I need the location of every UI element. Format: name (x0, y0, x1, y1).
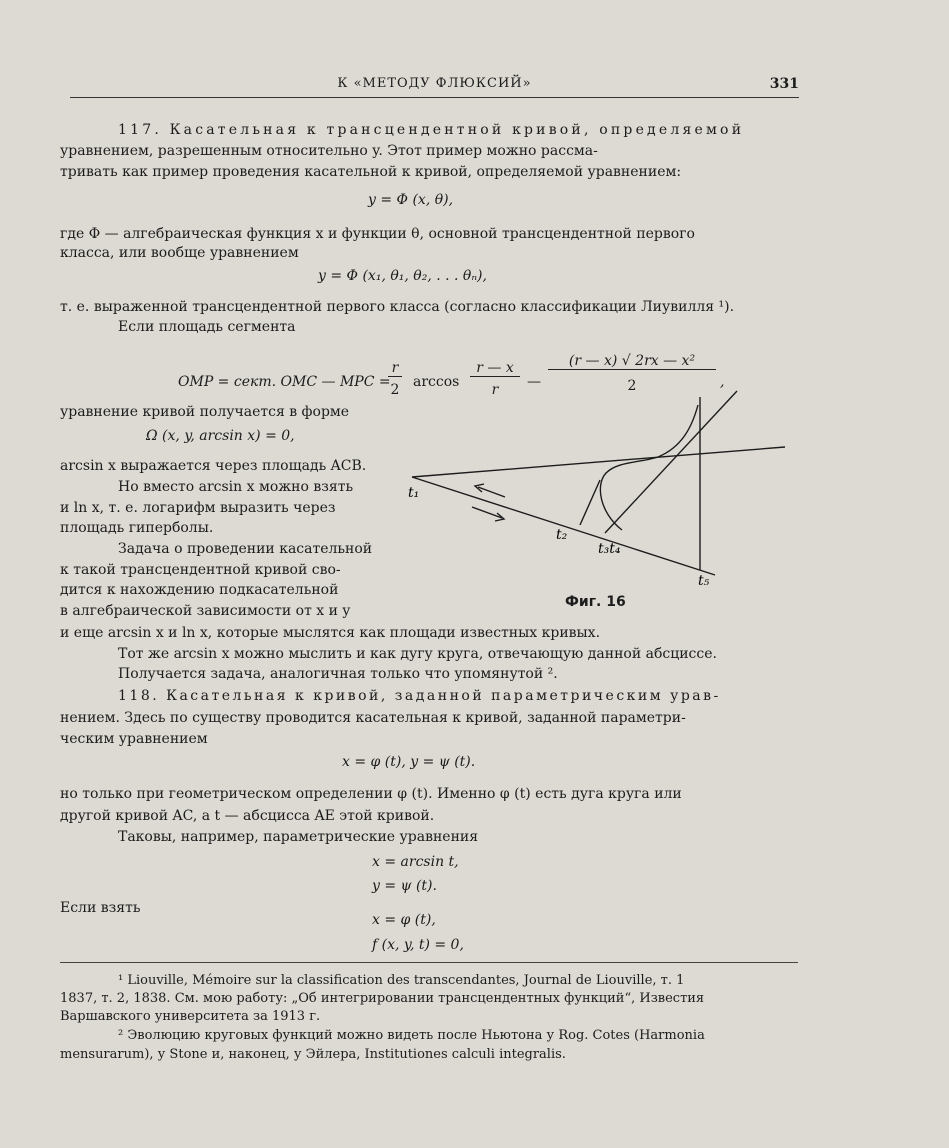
figure-16 (400, 385, 800, 595)
footnote-rule (60, 962, 798, 963)
text-line-12: площадь гиперболы. (60, 520, 214, 536)
text-line-9: arcsin x выражается через площадь ACB. (60, 458, 367, 474)
equation-3-left: OMP = сект. OMC — MPC = (178, 374, 391, 390)
eq3-frac1-num: r (388, 360, 402, 377)
equation-6: x = arcsin t, (372, 854, 459, 870)
fig-line-upper (412, 447, 785, 477)
footnote-2-line-1: ² Эволюцию круговых функций можно видеть после Ньютона у Rog. Cotes (Harmonia (118, 1028, 705, 1043)
paragraph-117-line-2: уравнением, разрешенным относительно y. Этот пример можно рассма- (60, 143, 598, 159)
footnote-2-line-2: mensurarum), у Stone и, наконец, у Эйлера, Institutiones calculi integralis. (60, 1047, 566, 1062)
figure-caption: Фиг. 16 (565, 594, 626, 610)
equation-8: x = φ (t), (372, 912, 436, 928)
fig-curve (600, 405, 698, 530)
text-line-19: Получается задача, аналогичная только что упомянутой ². (118, 666, 558, 682)
text-line-17: и еще arcsin x и ln x, которые мыслятся как площади известных кривых. (60, 625, 601, 641)
equation-5: x = φ (t), y = ψ (t). (342, 754, 476, 770)
eq3-frac2-den: r (491, 382, 499, 398)
text-line-16: в алгебраической зависимости от x и y (60, 603, 351, 619)
equation-2: y = Φ (x₁, θ₁, θ₂, . . . θₙ), (318, 268, 487, 284)
running-title: К «МЕТОДУ ФЛЮКСИЙ» (337, 76, 532, 91)
paragraph-117-line-3: тривать как пример проведения касательной к кривой, определяемой уравнением: (60, 164, 682, 180)
eq3-frac3-num: (r — x) √ 2rx — x² (548, 353, 716, 370)
text-line-8: уравнение кривой получается в форме (60, 404, 350, 420)
fig-label-t2: t₂ (556, 527, 568, 543)
eq3-arccos: arccos (413, 374, 460, 390)
footnote-1-line-1: ¹ Liouville, Mémoire sur la classification des transcendantes, Journal de Liouville, т. 1 (118, 973, 685, 988)
text-line-18: Тот же arcsin x можно мыслить и как дугу круга, отвечающую данной абсциссе. (118, 646, 717, 662)
paragraph-118-line-3: ческим уравнением (60, 731, 208, 747)
text-line-7: Если площадь сегмента (118, 319, 296, 335)
fig-label-t5: t₅ (698, 573, 710, 589)
page-number: 331 (769, 76, 799, 92)
text-line-4: где Φ — алгебраическая функция x и функции θ, основной трансцендентной первого (60, 226, 695, 242)
fig-arrow-left-shaft (478, 487, 505, 497)
paragraph-117-line-1: 117. Касательная к трансцендентной кривой, определяемой (118, 122, 745, 138)
eq3-frac3-den: 2 (627, 378, 637, 394)
fig-tangent-steep (605, 391, 737, 533)
fig-label-t3t4: t₃t₄ (598, 541, 621, 557)
eq3-frac1-den: 2 (390, 382, 400, 398)
equation-7: y = ψ (t). (372, 878, 437, 894)
text-line-20: но только при геометрическом определении φ (t). Именно φ (t) есть дуга круга или (60, 786, 682, 802)
text-line-23: Если взять (60, 900, 141, 916)
footnote-1-line-3: Варшавского университета за 1913 г. (60, 1009, 321, 1024)
text-line-10: Но вместо arcsin x можно взять (118, 479, 354, 495)
paragraph-118-line-1: 118. Касательная к кривой, заданной параметрическим урав- (118, 688, 721, 704)
text-line-13: Задача о проведении касательной (118, 541, 373, 557)
text-line-22: Таковы, например, параметрические уравнения (118, 829, 479, 845)
fig-arrow-right-shaft (472, 507, 502, 518)
fig-label-t1: t₁ (408, 485, 420, 501)
equation-9: f (x, y, t) = 0, (372, 937, 464, 953)
header-rule (70, 97, 799, 98)
text-line-15: дится к нахождению подкасательной (60, 582, 339, 598)
equation-4: Ω (x, y, arcsin x) = 0, (146, 428, 295, 444)
fig-line-lower (412, 477, 715, 575)
book-page: К «МЕТОДУ ФЛЮКСИЙ» 331 117. Касательная к трансцендентной кривой, определяемой уравнением, разрешенным относительно y. Этот пример можно рассма- тривать как пример проведения касательной к кривой, определяемой уравнением: y = Φ (x, θ), где Φ — алгебраическая функция x и функции θ, основной трансцендентной первого класса, или вообще уравнением y = Φ (x₁, θ₁, θ₂, . . . θₙ), т. е. выраженной трансцендентной первого класса (согласно классификации Лиувилля ¹). Если площадь сегмента OMP = сект. OMC — MPC = r 2 arccos r — x r — (r — x) √ 2rx — x² 2 , уравнение кривой получается в форме Ω (x, y, arcsin x) = 0, arcsin x выражается через площадь ACB. Но вместо arcsin x можно взять и ln x, т. е. логарифм выразить через площадь гиперболы. Задача о проведении касательной к такой трансцендентной кривой сво- дится к нахождению подкасательной в алгебраической зависимости от x и y и еще arcsin x и ln x, которые мыслятся как площади известных кривых. Тот же arcsin x можно мыслить и как дугу круга, отвечающую данной абсциссе. Получается задача, аналогичная только что упомянутой ². 118. Касательная к кривой, заданной параметрическим урав- нением. Здесь по существу проводится касательная к кривой, заданной параметри- ческим уравнением x = φ (t), y = ψ (t). но только при геометрическом определении φ (t). Именно φ (t) есть дуга круга или другой кривой AC, а t — абсцисса AE этой кривой. Таковы, например, параметрические уравнения x = arcsin t, y = ψ (t). Если взять x = φ (t), f (x, y, t) = 0, t₁ t₂ t₃t₄ t₅ Фиг. 16 ¹ Liouville, Mémoire sur la classification des transcendantes, Journal de Liouville, т. 1 1837, т. 2, 1838. См. мою работу: „Об интегрировании трансцендентных функций“, Известия Варшавского университета за 1913 г. ² Эволюцию круговых функций можно видеть после Ньютона у Rog. Cotes (Harmonia mensurarum), у Stone и, наконец, у Эйлера, Institutiones calculi integralis. (0, 0, 949, 1148)
footnote-1-line-2: 1837, т. 2, 1838. См. мою работу: „Об интегрировании трансцендентных функций“, Известия (60, 991, 705, 1006)
text-line-14: к такой трансцендентной кривой сво- (60, 562, 341, 578)
equation-1: y = Φ (x, θ), (368, 192, 454, 208)
eq3-frac2-num: r — x (470, 360, 520, 377)
fig-chord (580, 480, 600, 525)
paragraph-118-line-2: нением. Здесь по существу проводится касательная к кривой, заданной параметри- (60, 710, 686, 726)
text-line-21: другой кривой AC, а t — абсцисса AE этой кривой. (60, 808, 435, 824)
text-line-5: класса, или вообще уравнением (60, 245, 299, 261)
text-line-11: и ln x, т. е. логарифм выразить через (60, 500, 336, 516)
text-line-6: т. е. выраженной трансцендентной первого класса (согласно классификации Лиувилля ¹). (60, 299, 735, 315)
